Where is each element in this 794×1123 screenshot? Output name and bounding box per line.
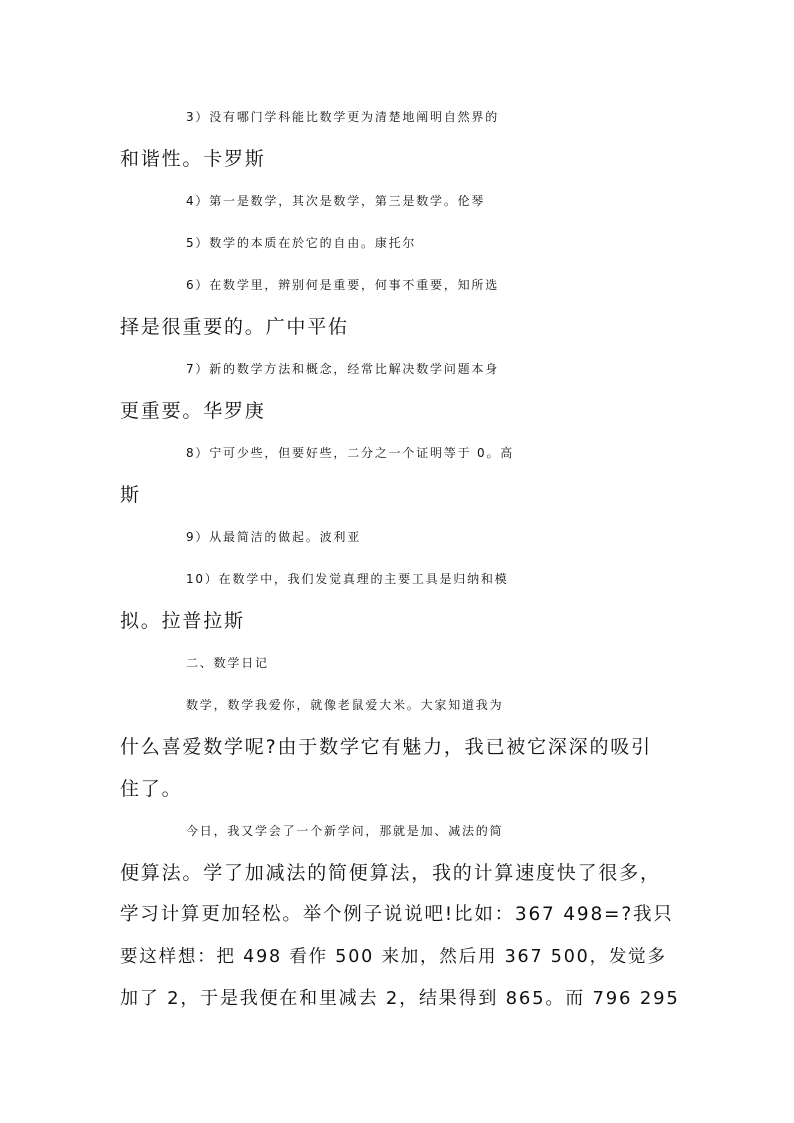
paragraph-1-line-2: 什么喜爱数学呢?由于数学它有魅力，我已被它深深的吸引 xyxy=(120,736,652,758)
quote-3-line-1: 3）没有哪门学科能比数学更为清楚地阐明自然界的 xyxy=(186,110,500,124)
paragraph-1-line-3: 住了。 xyxy=(120,778,183,800)
quote-7-line-2: 更重要。华罗庚 xyxy=(120,400,266,422)
quote-7-line-1: 7）新的数学方法和概念，经常比解决数学问题本身 xyxy=(186,362,500,376)
quote-5: 5）数学的本质在於它的自由。康托尔 xyxy=(186,236,417,250)
quote-10-line-1: 10）在数学中，我们发觉真理的主要工具是归纳和模 xyxy=(186,572,509,586)
paragraph-2-line-1: 今日，我又学会了一个新学问，那就是加、减法的简 xyxy=(186,824,504,838)
quote-6-line-1: 6）在数学里，辨别何是重要，何事不重要，知所选 xyxy=(186,278,500,292)
paragraph-2-line-2: 便算法。学了加减法的简便算法，我的计算速度快了很多， xyxy=(120,862,661,884)
paragraph-2-line-5: 加了 2，于是我便在和里减去 2，结果得到 865。而 796 295 xyxy=(120,988,680,1009)
quote-3-line-2: 和谐性。卡罗斯 xyxy=(120,148,266,170)
quote-8-line-1: 8）宁可少些，但要好些，二分之一个证明等于 0。高 xyxy=(186,446,515,460)
paragraph-1-line-1: 数学，数学我爱你，就像老鼠爱大米。大家知道我为 xyxy=(186,698,504,712)
quote-10-line-2: 拟。拉普拉斯 xyxy=(120,610,245,632)
quote-9: 9）从最简洁的做起。波利亚 xyxy=(186,530,362,544)
quote-6-line-2: 择是很重要的。广中平佑 xyxy=(120,316,349,338)
quote-4: 4）第一是数学，其次是数学，第三是数学。伦琴 xyxy=(186,194,486,208)
paragraph-2-line-4: 要这样想：把 498 看作 500 来加，然后用 367 500，发觉多 xyxy=(120,947,667,967)
section-heading: 二、数学日记 xyxy=(186,656,269,670)
paragraph-2-line-3: 学习计算更加轻松。举个例子说说吧!比如：367 498=?我只 xyxy=(120,904,674,925)
quote-8-line-2: 斯 xyxy=(120,484,141,506)
